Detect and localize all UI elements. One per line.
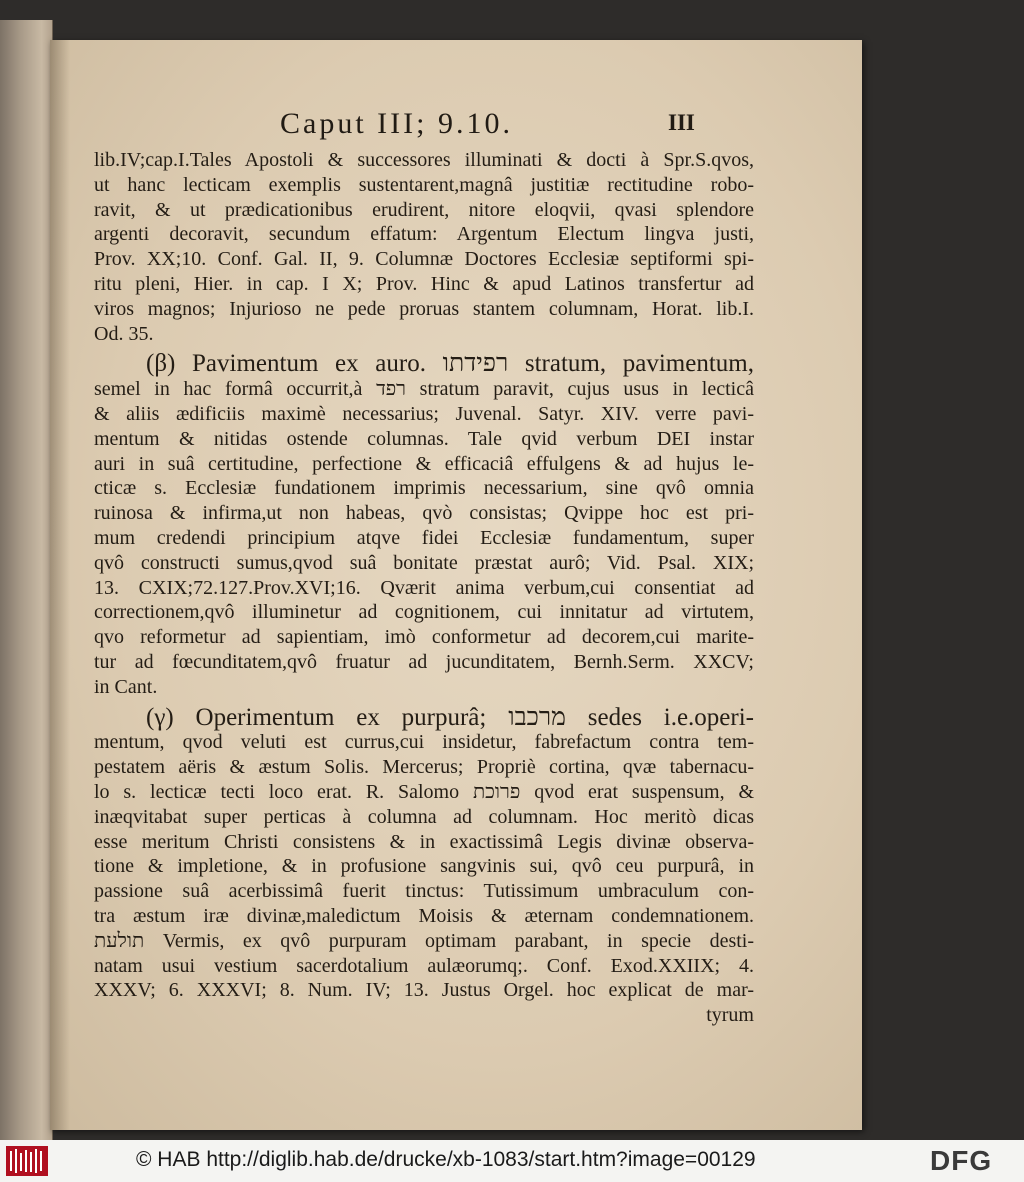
gutter-shadow [50,40,70,1130]
text-line: qvô constructi sumus,qvod suâ bonitate præstat aurô; Vid. Psal. XIX; [94,551,754,574]
text-line: qvo reformetur ad sapientiam, imò conformetur ad decorem,cui marite- [94,626,754,649]
text-line: 13. CXIX;72.127.Prov.XVI;16. Qværit anima verbum,cui consentiat ad [94,576,754,599]
copyright-url-text: © HAB http://diglib.hab.de/drucke/xb-1083/start.htm?image=00129 [136,1148,756,1171]
text-line: tra æstum iræ divinæ,maledictum Moisis & æternam condemnationem. [94,904,754,927]
text-line: mentum, qvod veluti est currus,cui insidetur, fabrefactum contra tem- [94,731,754,754]
text-line: argenti decoravit, secundum effatum: Argentum Electum lingva justi, [94,223,754,246]
text-line: passione suâ acerbissimâ fuerit tinctus: Tutissimum umbraculum con- [94,880,754,903]
text-line: tione & impletione, & in profusione sangvinis sui, qvô ceu purpurâ, in [94,855,754,878]
dfg-logo: DFG [930,1145,993,1176]
text-line: tur ad fœcunditatem,qvô fruatur ad jucunditatem, Bernh.Serm. XXCV; [94,650,754,673]
text-line: Od. 35. [94,322,154,345]
body-text [94,148,754,1028]
text-line: & aliis ædificiis maximè necessarius; Juvenal. Satyr. XIV. verre pavi- [94,402,754,425]
text-line: ritu pleni, Hier. in cap. I X; Prov. Hinc & apud Latinos transfertur ad [94,272,754,295]
text-line: esse meritum Christi consistens & in exactissimâ Legis divinæ observa- [94,830,754,853]
text-line: Prov. XX;10. Conf. Gal. II, 9. Columnæ Doctores Ecclesiæ septiformi spi- [94,248,754,271]
text-line: pestatem aëris & æstum Solis. Mercerus; Propriè cortina, qvæ tabernacu- [94,756,754,779]
section-heading-beta: (β) Pavimentum ex auro. רפידתו stratum, pavimentum, [146,350,754,378]
text-line: cticæ s. Ecclesiæ fundationem imprimis necessarium, sine qvô omnia [94,477,754,500]
text-line: mentum & nitidas ostende columnas. Tale qvid verbum DEI instar [94,427,754,450]
text-line: correctionem,qvô illuminetur ad cognitionem, cui innitatur ad virtutem, [94,601,754,624]
text-line: ut hanc lecticam exemplis sustentarent,magnâ justitiæ rectitudine robo- [94,173,754,196]
section-heading-gamma: (γ) Operimentum ex purpurâ; מרכבו sedes i.e.operi- [146,703,755,731]
book-page [50,40,862,1130]
text-line: XXXV; 6. XXXVI; 8. Num. IV; 13. Justus Orgel. hoc explicat de mar- [94,979,754,1002]
text-line: auri in suâ certitudine, perfectione & efficaciâ effulgens & ad hujus le- [94,452,754,475]
text-line: semel in hac formâ occurrit,à רפד stratum paravit, cujus usus in lecticâ [94,378,754,401]
facing-page-edge [0,20,53,1140]
text-line: lo s. lecticæ tecti loco erat. R. Salomo פרוכת qvod erat suspensum, & [94,780,755,803]
text-line: natam usui vestium sacerdotalium aulæorumq;. Conf. Exod.XXIIX; 4. [94,954,754,977]
text-line: ruinosa & infirma,ut non habeas, qvò consistas; Qvippe hoc est pri- [94,502,754,525]
text-line: ravit, & ut prædicationibus erudirent, nitore eloqvii, qvasi splendore [94,198,754,221]
text-line: mum credendi principium atqve fidei Ecclesiæ fundamentum, super [94,526,754,549]
text-line: viros magnos; Injurioso ne pede proruas stantem columnam, Horat. lib.I. [94,297,754,320]
text-line: תולעת Vermis, ex qvô purpuram optimam parabant, in specie desti- [94,929,754,952]
text-line: in Cant. [94,675,158,698]
running-title: Caput III; 9.10. [280,107,513,140]
page-number: III [668,110,695,135]
footer-bar [0,1140,1024,1182]
text-line: lib.IV;cap.I.Tales Apostoli & successores illuminati & docti à Spr.S.qvos, [94,149,754,171]
catchword: tyrum [706,1004,754,1027]
text-line: inæqvitabat super perticas à columna ad columnam. Hoc meritò dicas [94,805,754,828]
hab-barcode-logo-icon [6,1146,48,1176]
